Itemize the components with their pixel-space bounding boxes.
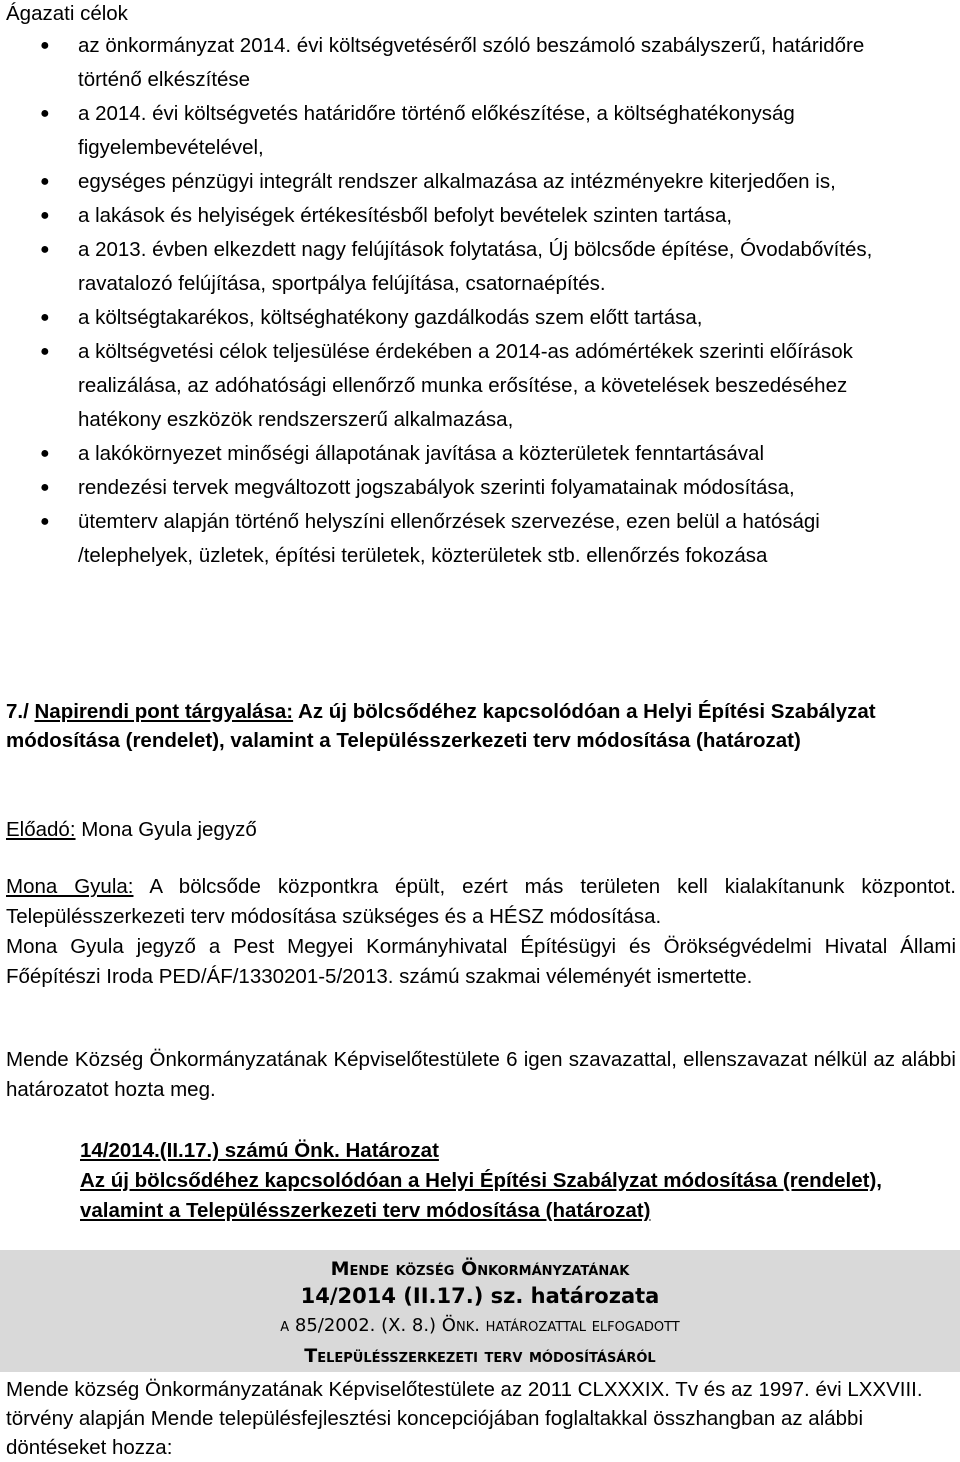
list-item-text: rendezési tervek megváltozott jogszabályok szerinti folyamatainak módosítása,	[78, 476, 795, 499]
closing-paragraph: Mende község Önkormányzatának Képviselőtestülete az 2011 CLXXXIX. Tv és az 1997. évi LXXVIII. törvény alapján Mende településfejlesztési koncepciójában foglaltakkal összhangban az alábbi döntéseket hozza:	[6, 1378, 923, 1459]
list-item	[0, 437, 960, 471]
list-item	[0, 233, 960, 301]
list-item-text: a költségtakarékos, költséghatékony gazdálkodás szem előtt tartása,	[78, 306, 703, 329]
list-item	[0, 471, 960, 505]
adopted-by: a 85/2002. (X. 8.) Önk. határozattal elfogadott	[280, 1315, 680, 1336]
list-item	[0, 335, 960, 437]
resolution-subject: Az új bölcsődéhez kapcsolódóan a Helyi Építési Szabályzat módosítása (rendelet), valamint a Településszerkezeti terv módosítása (határozat)	[80, 1169, 882, 1222]
bullet-icon: ●	[40, 241, 50, 258]
resolution-block	[80, 1136, 952, 1226]
list-item	[0, 505, 960, 573]
goals-list	[0, 29, 960, 573]
speaker-text: A bölcsőde központkra épült, ezért más területen kell kialakítanunk központot. Településszerkezeti terv módosítása szükséges és a HÉSZ módosítása.	[6, 875, 956, 928]
list-item	[0, 165, 960, 199]
list-item	[0, 29, 960, 97]
bullet-icon: ●	[40, 37, 50, 54]
bullet-icon: ●	[40, 513, 50, 530]
resolution-number: 14/2014 (II.17.) sz. határozata	[300, 1284, 660, 1308]
list-item-text: az önkormányzat 2014. évi költségvetéséről szóló beszámoló szabályszerű, határidőre történő elkészítése	[78, 34, 865, 91]
resolution-title: 14/2014.(II.17.) számú Önk. Határozat	[80, 1139, 439, 1162]
agenda-number: 7./	[6, 700, 29, 723]
bullet-icon: ●	[40, 479, 50, 496]
list-item-text: ütemterv alapján történő helyszíni ellenőrzések szervezése, ezen belül a hatósági /telephelyek, üzletek, építési területek, közterületek stb. ellenőrzés fokozása	[78, 510, 820, 567]
list-item	[0, 199, 960, 233]
bullet-icon: ●	[40, 105, 50, 122]
list-item-text: a 2014. évi költségvetés határidőre történő előkészítése, a költséghatékonyság figyelembevételével,	[78, 102, 795, 159]
bullet-icon: ●	[40, 173, 50, 190]
list-item-text: a költségvetési célok teljesülése érdekében a 2014-as adómértékek szerinti előírások realizálása, az adóhatósági ellenőrző munka erősítése, a követelések beszedéséhez hatékony eszközök rendszerszerű alkalmazása,	[78, 340, 853, 431]
list-item-text: egységes pénzügyi integrált rendszer alkalmazása az intézményekre kiterjedően is,	[78, 170, 836, 193]
opinion-paragraph: Mona Gyula jegyző a Pest Megyei Kormányhivatal Építésügyi és Örökségvédelmi Hivatal Állami Főépítészi Iroda PED/ÁF/1330201-5/2013. számú szakmai véleményét ismertette.	[6, 935, 956, 988]
bullet-icon: ●	[40, 207, 50, 224]
speaker-name: Mona Gyula:	[6, 875, 134, 898]
bullet-icon: ●	[40, 445, 50, 462]
presenter-name: Mona Gyula jegyző	[81, 818, 257, 841]
list-item-text: a lakások és helyiségek értékesítésből befolyt bevételek szinten tartása,	[78, 204, 733, 227]
agenda-text: Az új bölcsődéhez kapcsolódóan a Helyi Építési Szabályzat módosítása (rendelet), valamint a Településszerkezeti terv módosítása (határozat)	[6, 700, 876, 752]
presenter	[6, 816, 257, 844]
agenda-item	[6, 697, 956, 755]
section-heading: Ágazati célok	[6, 2, 128, 25]
council-name: Mende község Önkormányzatának	[330, 1258, 630, 1280]
list-item-text: a lakókörnyezet minőségi állapotának javítása a közterületek fenntartásával	[78, 442, 765, 465]
bullet-icon: ●	[40, 343, 50, 360]
bullet-icon: ●	[40, 309, 50, 326]
list-item-text: a 2013. évben elkezdett nagy felújítások folytatása, Új bölcsőde építése, Óvodabővítés, ravatalozó felújítása, sportpálya felújítása, csatornaépítés.	[78, 238, 873, 295]
list-item	[0, 301, 960, 335]
presenter-label: Előadó:	[6, 818, 76, 841]
resolution-topic: Településszerkezeti terv módosításáról	[304, 1345, 656, 1367]
list-item	[0, 97, 960, 165]
resolution-header-box	[0, 1250, 960, 1372]
vote-paragraph: Mende Község Önkormányzatának Képviselőtestülete 6 igen szavazattal, ellenszavazat nélkül az alábbi határozatot hozta meg.	[6, 1048, 956, 1101]
agenda-label: Napirendi pont tárgyalása:	[34, 700, 294, 723]
speaker-paragraph	[6, 872, 956, 932]
